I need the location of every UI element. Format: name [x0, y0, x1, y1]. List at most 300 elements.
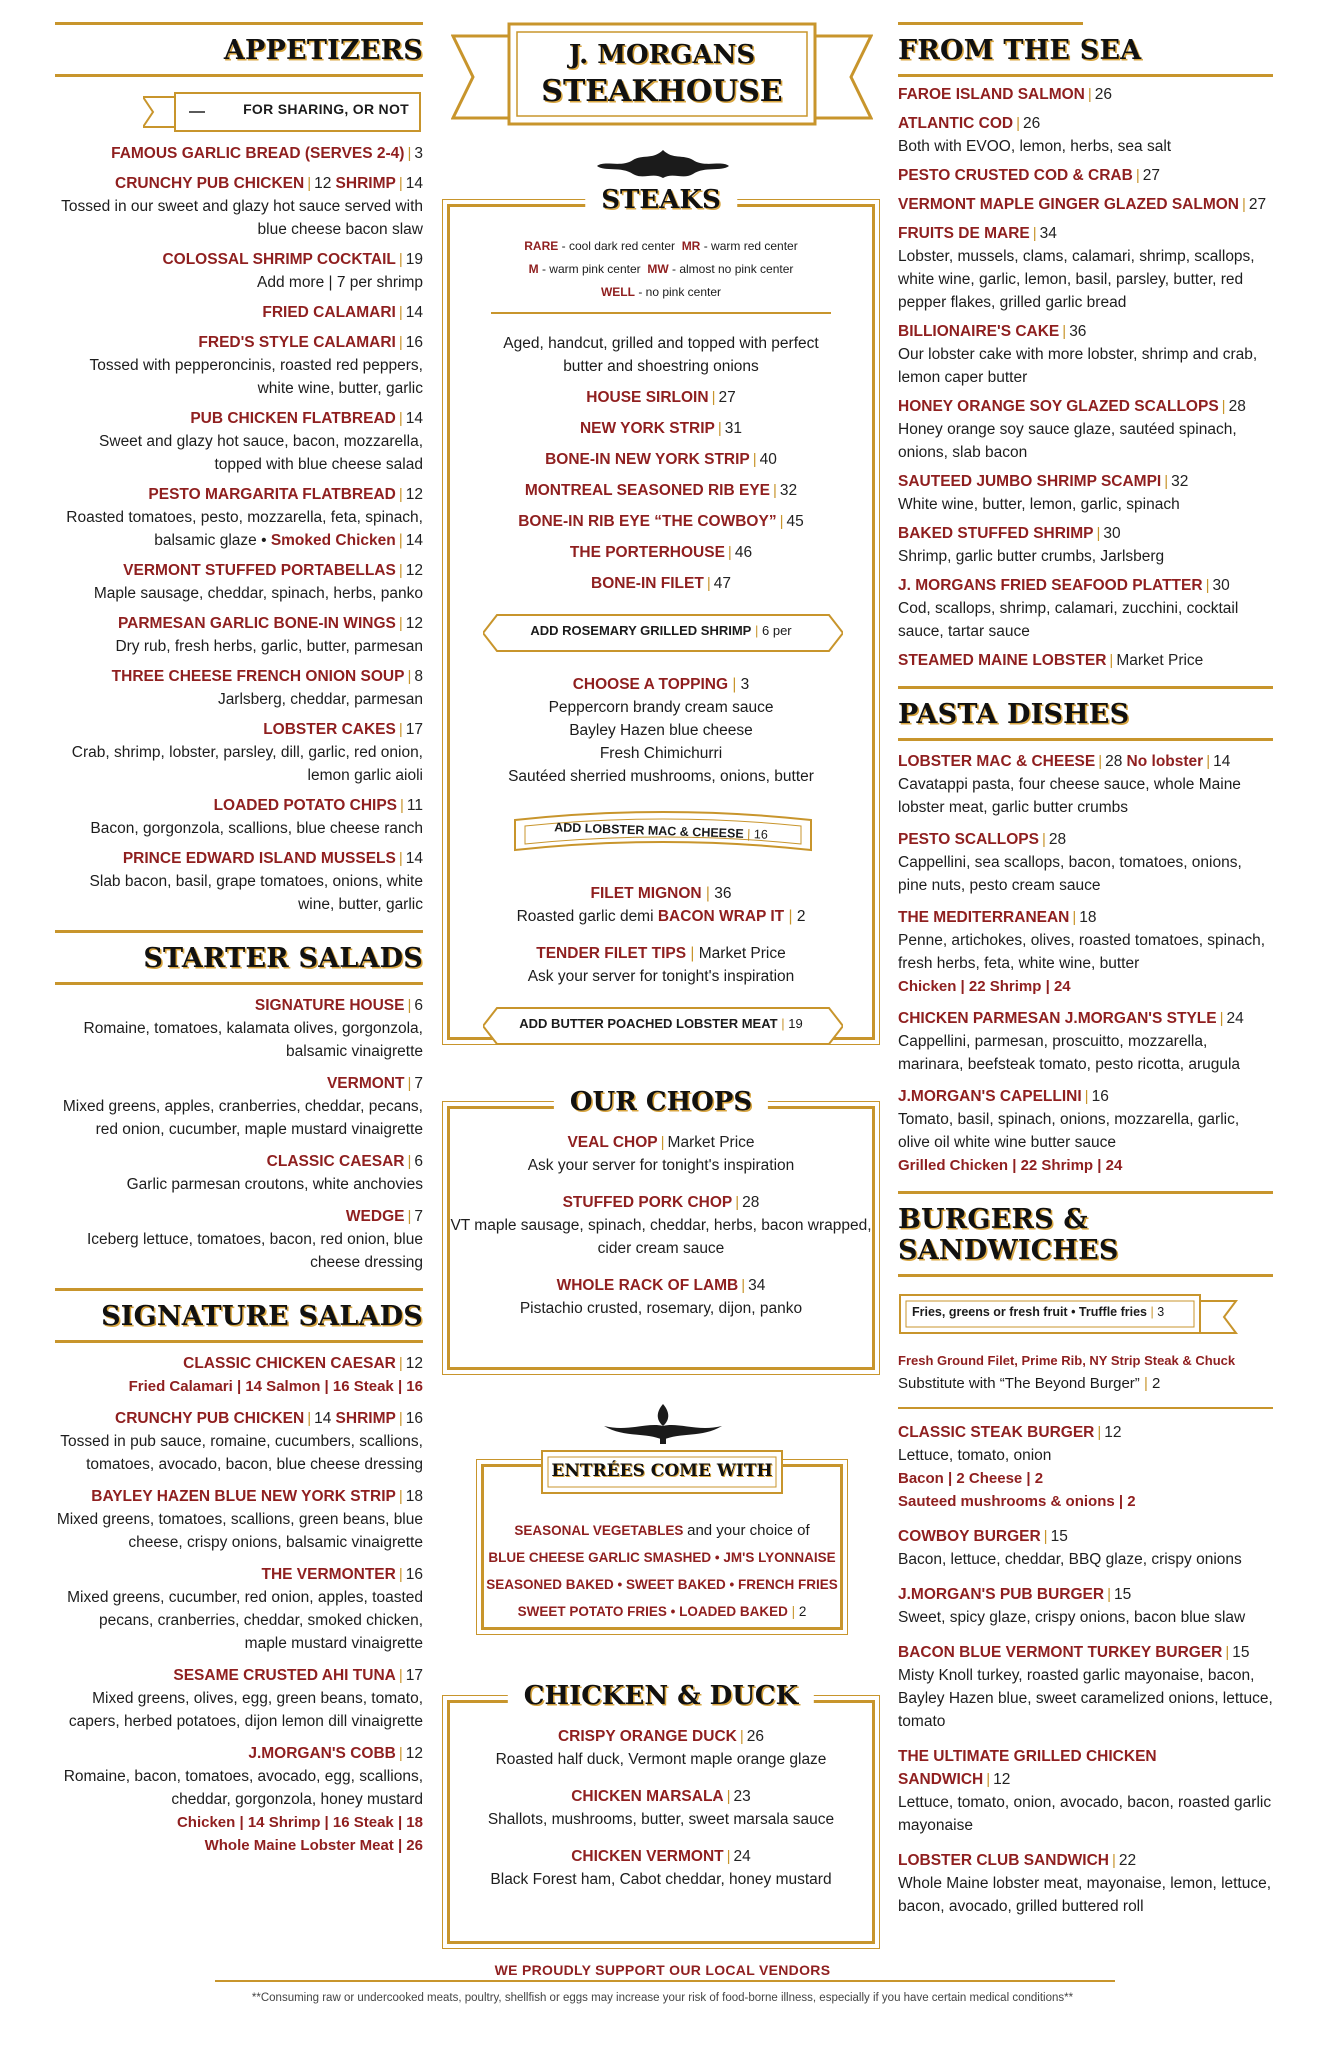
menu-item-header [898, 320, 1273, 343]
menu-item-desc-text: Tossed in our sweet and glazy hot sauce served with blue cheese bacon slaw [61, 198, 423, 238]
menu-item-header [55, 1352, 423, 1375]
menu-item [898, 395, 1273, 464]
menu-item-name: SESAME CRUSTED AHI TUNA [173, 1667, 396, 1684]
menu-item-name: J.MORGAN'S CAPELLINI [898, 1088, 1082, 1105]
fleur-ornament-icon [598, 1402, 728, 1446]
menu-item-price: 16 [405, 334, 423, 351]
menu-item-price: 27 [1248, 196, 1267, 213]
menu-item-description [898, 343, 1273, 389]
menu-item [898, 750, 1273, 819]
divider [898, 22, 1083, 25]
steak-item [450, 541, 872, 564]
price-separator: | [660, 1134, 665, 1151]
menu-item-desc-text: Tossed in pub sauce, romaine, cucumbers, scallions, tomatoes, avocado, bacon, blue cheese dressing [60, 1433, 423, 1473]
menu-item-desc-text: Maple sausage, cheddar, spinach, herbs, panko [93, 585, 423, 602]
menu-item [450, 1725, 872, 1771]
temp-m: M [528, 262, 539, 276]
menu-item-desc-text: Ask your server for tonight's inspiration [527, 1157, 795, 1174]
entrees-title-banner [540, 1449, 784, 1495]
price-separator: | [711, 389, 716, 406]
price-separator: | [717, 420, 722, 437]
menu-item-price: 12 [405, 615, 423, 632]
menu-item-price: 14 [405, 304, 423, 321]
price-separator: | [986, 1771, 991, 1788]
topping-option: Peppercorn brandy cream sauce [548, 699, 774, 716]
menu-item-header [450, 1131, 872, 1154]
price-separator: | [1087, 86, 1092, 103]
menu-item-desc-text: Cod, scallops, shrimp, calamari, zucchini, cocktail sauce, tartar sauce [898, 600, 1239, 640]
left-column [55, 0, 423, 1857]
menu-item-price: 24 [733, 1848, 751, 1865]
fries-ribbon: Fries, greens or fresh fruit • Truffle fries | 3 [898, 1291, 1273, 1339]
price-separator: | [735, 1194, 740, 1211]
menu-item-name: VERMONT [326, 1075, 405, 1092]
menu-item-header [450, 1845, 872, 1868]
menu-item-price: 15 [1113, 1586, 1132, 1603]
steak-name: THE PORTERHOUSE [569, 544, 725, 561]
divider [898, 1407, 1273, 1409]
menu-item-price: 26 [1094, 86, 1113, 103]
menu-item [55, 1072, 423, 1141]
menu-item-header [898, 470, 1273, 493]
price-separator: | [398, 175, 403, 192]
menu-item-desc-text: Shrimp, garlic butter crumbs, Jarlsberg [898, 548, 1165, 565]
menu-item-header [898, 222, 1273, 245]
menu-item-desc-text: Bacon, lettuce, cheddar, BBQ glaze, crispy onions [898, 1551, 1242, 1568]
menu-item-name: VERMONT STUFFED PORTABELLAS [123, 562, 396, 579]
lobster-mac-price: 16 [753, 827, 769, 842]
starter-salads-title: STARTER SALADS [143, 943, 423, 974]
menu-item [55, 718, 423, 787]
filet-desc: Roasted garlic demi [516, 908, 654, 925]
menu-item-description [55, 354, 423, 400]
menu-item [55, 1563, 423, 1655]
price-separator: | [398, 1355, 403, 1372]
menu-item-header [55, 847, 423, 870]
menu-item-name: SIGNATURE HOUSE [254, 997, 405, 1014]
menu-item-description [898, 851, 1273, 897]
menu-item [898, 1085, 1273, 1177]
menu-item-header [55, 794, 423, 817]
menu-item-description [55, 1228, 423, 1274]
menu-item-name: PRINCE EDWARD ISLAND MUSSELS [122, 850, 396, 867]
menu-item-desc-text: Both with EVOO, lemon, herbs, sea salt [898, 138, 1172, 155]
filet-block: FILET MIGNON | 36 Roasted garlic demi BACON WRAP IT | 2 [516, 885, 806, 925]
menu-item-description [450, 1868, 872, 1891]
menu-item-desc-text: Pistachio crusted, rosemary, dijon, panko [519, 1300, 803, 1317]
tips-name: TENDER FILET TIPS [536, 945, 687, 962]
menu-item-price: 28 [1048, 831, 1067, 848]
menu-item-price: 11 [406, 797, 423, 814]
menu-item-price: 12 [405, 562, 423, 579]
menu-item [898, 1007, 1273, 1076]
entrees-line2: BLUE CHEESE GARLIC SMASHED • JM'S LYONNAISE [488, 1550, 836, 1565]
entrees-line1a: SEASONAL VEGETABLES [514, 1523, 684, 1538]
menu-item-extra-price: 14 [405, 532, 423, 549]
price-separator: | [752, 451, 757, 468]
divider [898, 74, 1273, 77]
menu-item [55, 1664, 423, 1733]
chops-list [450, 1131, 872, 1320]
menu-item [450, 1785, 872, 1831]
steak-item [450, 448, 872, 471]
menu-item-description [450, 1748, 872, 1771]
fries-ribbon-label: Fries, greens or fresh fruit • Truffle fries [912, 1305, 1147, 1319]
price-separator: | [1072, 909, 1077, 926]
fries-ribbon-price: 3 [1157, 1305, 1165, 1319]
price-separator: | [398, 850, 403, 867]
menu-item-price: 8 [414, 668, 423, 685]
menu-item-header [55, 994, 423, 1017]
menu-item-description [450, 1297, 872, 1320]
steak-name: HOUSE SIRLOIN [586, 389, 709, 406]
menu-item-price: 7 [414, 1208, 423, 1225]
menu-item-name: CLASSIC STEAK BURGER [898, 1424, 1095, 1441]
menu-item-name: FAROE ISLAND SALMON [898, 86, 1085, 103]
menu-item-desc-text: Add more | 7 per shrimp [257, 274, 423, 291]
price-separator: | [398, 1745, 403, 1762]
menu-item [55, 1407, 423, 1476]
menu-item-name: LOBSTER CLUB SANDWICH [898, 1852, 1109, 1869]
menu-item [55, 172, 423, 241]
price-separator: | [726, 1848, 731, 1865]
steak-price: 45 [786, 513, 804, 530]
menu-item-price: 18 [405, 1488, 423, 1505]
menu-item-price: 36 [1069, 323, 1087, 340]
menu-item-header [55, 172, 423, 195]
temp-well-desc: - no pink center [638, 285, 722, 299]
menu-item-desc-text: Dry rub, fresh herbs, garlic, butter, parmesan [115, 638, 423, 655]
menu-item [898, 1641, 1273, 1733]
pasta-list [898, 750, 1273, 1177]
menu-item [55, 331, 423, 400]
menu-item-addons: Whole Maine Lobster Meat | 26 [204, 1837, 423, 1854]
menu-item-name-alt: SHRIMP [335, 175, 396, 192]
menu-item-description [898, 245, 1273, 314]
menu-item-description [898, 597, 1273, 643]
menu-item-desc-text: Slab bacon, basil, grape tomatoes, onions, white wine, butter, garlic [89, 873, 423, 913]
menu-item-name: HONEY ORANGE SOY GLAZED SCALLOPS [898, 398, 1219, 415]
menu-item [55, 665, 423, 711]
price-separator: | [726, 1788, 731, 1805]
menu-item-header [450, 1274, 872, 1297]
menu-item-price: 12 [405, 486, 423, 503]
price-separator: | [407, 997, 412, 1014]
price-separator: | [727, 544, 732, 561]
steak-item [450, 572, 872, 595]
menu-item [898, 1525, 1273, 1571]
menu-item [55, 1485, 423, 1554]
steak-name: BONE-IN FILET [591, 575, 704, 592]
menu-item-header [55, 718, 423, 741]
menu-item-desc-text: Tossed with pepperoncinis, roasted red peppers, white wine, butter, garlic [89, 357, 423, 397]
price-separator: | [1109, 652, 1114, 669]
price-separator: | [1097, 1424, 1102, 1441]
menu-item-header [55, 301, 423, 324]
menu-item-desc-text: Penne, artichokes, olives, roasted tomatoes, spinach, fresh herbs, feta, white wine, butter [898, 932, 1266, 972]
steak-price: 40 [759, 451, 777, 468]
menu-item-price: 3 [414, 145, 423, 162]
price-separator: | [1043, 1528, 1048, 1545]
menu-item-description [898, 493, 1273, 516]
menu-item [898, 164, 1273, 187]
price-separator: | [1135, 167, 1140, 184]
sea-list [898, 83, 1273, 672]
menu-item-price: 34 [748, 1277, 766, 1294]
menu-item-header [55, 142, 423, 165]
menu-item-price: 17 [405, 721, 423, 738]
menu-item [55, 1742, 423, 1857]
sharing-ribbon [55, 89, 423, 135]
steak-price: 32 [779, 482, 798, 499]
footer-support: WE PROUDLY SUPPORT OUR LOCAL VENDORS [494, 1962, 831, 1978]
menu-item-header [55, 1485, 423, 1508]
price-separator: | [407, 1208, 412, 1225]
menu-item-desc-text: Misty Knoll turkey, roasted garlic mayonaise, bacon, Bayley Hazen blue, sweet caramelized onions, lettuce, tomato [898, 1667, 1273, 1730]
price-separator: | [706, 575, 711, 592]
steaks-box [447, 185, 875, 1040]
menu-item-price: 6 [414, 997, 423, 1014]
entrees-title: ENTRÉES COME WITH [551, 1461, 773, 1481]
menu-item-desc-text: Cappellini, sea scallops, bacon, tomatoes, onions, pine nuts, pesto cream sauce [898, 854, 1242, 894]
menu-item-header [898, 1421, 1273, 1444]
footer-disclaimer: **Consuming raw or undercooked meats, poultry, shellfish or eggs may increase your risk of food-borne illness, especially if you have certain medical conditions** [251, 1992, 1074, 2004]
price-separator: | [407, 1075, 412, 1092]
menu-item [898, 320, 1273, 389]
menu-item-name: CHICKEN MARSALA [571, 1788, 724, 1805]
menu-item [55, 559, 423, 605]
price-separator: | [407, 668, 412, 685]
sharing-ribbon-label: FOR SHARING, OR NOT [243, 101, 409, 117]
menu-item-desc-text: Mixed greens, olives, egg, green beans, tomato, capers, herbed potatoes, dijon lemon dill vinaigrette [68, 1690, 423, 1730]
menu-item-name: J. MORGANS FRIED SEAFOOD PLATTER [898, 577, 1203, 594]
steak-price: 31 [724, 420, 743, 437]
price-separator: | [398, 410, 403, 427]
menu-item-desc-text: Lettuce, tomato, onion, avocado, bacon, roasted garlic mayonaise [898, 1794, 1272, 1834]
price-separator: | [1016, 115, 1020, 132]
menu-item-desc-text: Mixed greens, tomatoes, scallions, green beans, blue cheese, crispy onions, balsamic vinaigrette [56, 1511, 423, 1551]
price-separator: | [1206, 753, 1211, 770]
menu-item-addons: Grilled Chicken | 22 Shrimp | 24 [898, 1157, 1123, 1174]
steak-name: MONTREAL SEASONED RIB EYE [524, 482, 770, 499]
menu-item-name: PESTO CRUSTED COD & CRAB [898, 167, 1133, 184]
price-separator: | [1062, 323, 1067, 340]
temperature-guide [450, 235, 872, 304]
menu-item-name: CRISPY ORANGE DUCK [557, 1728, 737, 1745]
price-separator: | [739, 1728, 744, 1745]
menu-item-header [898, 1007, 1273, 1030]
price-separator: | [398, 721, 403, 738]
shrimp-addon-price: 6 per [762, 623, 792, 638]
menu-item-name: THE MEDITERRANEAN [898, 909, 1070, 926]
menu-item-price: 6 [414, 1153, 423, 1170]
bacon-wrap-name: BACON WRAP IT [657, 908, 785, 925]
steak-name: NEW YORK STRIP [579, 420, 715, 437]
menu-item [898, 193, 1273, 216]
price-separator: | [307, 1410, 312, 1427]
menu-item-description [55, 195, 423, 241]
menu-item-price: Market Price [667, 1134, 755, 1151]
menu-item-desc-text: Mixed greens, cucumber, red onion, apples, toasted pecans, cranberries, cheddar, smoked chicken, maple mustard vinaigrette [67, 1589, 423, 1652]
menu-item-desc-text: Black Forest ham, Cabot cheddar, honey mustard [490, 1871, 832, 1888]
menu-item-desc-text: Sweet, spicy glaze, crispy onions, bacon blue slaw [898, 1609, 1246, 1626]
menu-item-name: LOBSTER MAC & CHEESE [898, 753, 1096, 770]
menu-item-header [450, 1725, 872, 1748]
menu-item [450, 1191, 872, 1260]
menu-item-header [898, 1583, 1273, 1606]
menu-item-description [55, 817, 423, 840]
chops-title: OUR CHOPS [554, 1087, 768, 1117]
menu-item-name: VERMONT MAPLE GINGER GLAZED SALMON [898, 196, 1239, 213]
menu-item-name: PUB CHICKEN FLATBREAD [190, 410, 396, 427]
menu-item-name-alt: SHRIMP [335, 1410, 396, 1427]
price-separator: | [398, 304, 403, 321]
menu-item-header [898, 1745, 1273, 1791]
menu-item-description [898, 1872, 1273, 1918]
menu-item-description [55, 1017, 423, 1063]
menu-item-price: 14 [405, 410, 423, 427]
price-separator: | [1225, 1644, 1230, 1661]
menu-item-description [898, 929, 1273, 975]
tips-block: TENDER FILET TIPS | Market Price Ask your server for tonight's inspiration [450, 942, 872, 988]
steak-item [450, 386, 872, 409]
menu-item [55, 994, 423, 1063]
temp-rare: RARE [524, 239, 559, 253]
price-separator: | [1221, 398, 1226, 415]
menu-item-header [898, 112, 1273, 135]
price-separator: | [1098, 753, 1103, 770]
menu-item-description [450, 1154, 872, 1177]
price-separator: | [398, 615, 403, 632]
ornament-icon [593, 146, 733, 182]
menu-item-desc-text: Cappellini, parmesan, proscuitto, mozzarella, marinara, beefsteak tomato, pesto ricotta, arugula [898, 1033, 1241, 1073]
menu-item-header [55, 1072, 423, 1095]
menu-item [898, 1583, 1273, 1629]
menu-item-description [55, 582, 423, 605]
menu-item [55, 1150, 423, 1196]
entrees-box [481, 1461, 843, 1630]
menu-item [898, 112, 1273, 158]
menu-item-description [898, 1108, 1273, 1154]
menu-item-name: FRED'S STYLE CALAMARI [198, 334, 396, 351]
lobster-meat-banner: ADD BUTTER POACHED LOBSTER MEAT | 19 [450, 1006, 872, 1046]
menu-item-description [55, 1508, 423, 1554]
menu-item [55, 612, 423, 658]
menu-item [55, 407, 423, 476]
burger-note: Fresh Ground Filet, Prime Rib, NY Strip Steak & Chuck Substitute with “The Beyond Burger” | 2 [898, 1349, 1273, 1395]
menu-item-name: BACON BLUE VERMONT TURKEY BURGER [898, 1644, 1223, 1661]
burgers-list [898, 1421, 1273, 1918]
menu-item-name: THE ULTIMATE GRILLED CHICKEN SANDWICH [898, 1748, 1157, 1788]
menu-item-name: BILLIONAIRE'S CAKE [898, 323, 1060, 340]
price-separator: | [1107, 1586, 1111, 1603]
signature-salads-list [55, 1352, 423, 1857]
menu-item-name: ATLANTIC COD [898, 115, 1014, 132]
steaks-title: STEAKS [585, 185, 737, 215]
shrimp-addon-label: ADD ROSEMARY GRILLED SHRIMP [530, 623, 752, 638]
tips-price: Market Price [698, 945, 786, 962]
menu-item-name: CHICKEN PARMESAN J.MORGAN'S STYLE [898, 1010, 1217, 1027]
lobster-mac-label: ADD LOBSTER MAC & CHEESE [553, 820, 744, 841]
temp-m-desc: - warm pink center [541, 262, 641, 276]
menu-item-description [55, 635, 423, 658]
price-separator: | [773, 482, 777, 499]
menu-item-desc-text: Bacon, gorgonzola, scallions, blue cheese ranch [90, 820, 423, 837]
entrees-line1b: and your choice of [687, 1522, 810, 1539]
appetizers-title: APPETIZERS [223, 35, 423, 66]
lobster-meat-price: 19 [788, 1016, 803, 1031]
topping-option: Bayley Hazen blue cheese [569, 722, 753, 739]
footer-divider [215, 1980, 1115, 1982]
menu-item-description [898, 1548, 1273, 1571]
entrees-line4-price: 2 [798, 1604, 807, 1619]
price-separator: | [407, 145, 412, 162]
burger-note-text: Substitute with “The Beyond Burger” [898, 1375, 1140, 1392]
menu-item-price: 34 [1039, 225, 1057, 242]
price-separator: | [1096, 525, 1101, 542]
menu-item [55, 248, 423, 294]
menu-item-description [898, 1791, 1273, 1837]
menu-item-header [898, 906, 1273, 929]
menu-item-name: THREE CHEESE FRENCH ONION SOUP [111, 668, 405, 685]
menu-item-price: 12 [405, 1355, 423, 1372]
menu-item-name: CHICKEN VERMONT [571, 1848, 724, 1865]
menu-item-header [898, 164, 1273, 187]
menu-item-price: 23 [733, 1788, 751, 1805]
menu-item-price: 12 [993, 1771, 1011, 1788]
menu-item-header [55, 559, 423, 582]
menu-item-name: J.MORGAN'S COBB [248, 1745, 396, 1762]
menu-item-desc-text: VT maple sausage, spinach, cheddar, herbs, bacon wrapped, cider cream sauce [450, 1217, 872, 1257]
steak-price: 27 [718, 389, 736, 406]
menu-item-description [55, 870, 423, 916]
menu-item-header [898, 193, 1273, 216]
temp-well: WELL [600, 285, 635, 299]
menu-item-description [55, 688, 423, 711]
menu-item-name: WHOLE RACK OF LAMB [556, 1277, 739, 1294]
menu-item [898, 828, 1273, 897]
menu-item-name: VEAL CHOP [567, 1134, 658, 1151]
menu-item-name: LOADED POTATO CHIPS [213, 797, 397, 814]
starter-salads-list [55, 994, 423, 1274]
menu-item-description [898, 773, 1273, 819]
menu-item-price: 26 [1023, 115, 1041, 132]
menu-item-header [55, 1742, 423, 1765]
menu-item-description [55, 741, 423, 787]
menu-item-price: 18 [1079, 909, 1097, 926]
menu-item-header [898, 395, 1273, 418]
steak-item [450, 479, 872, 502]
divider [898, 1274, 1273, 1277]
price-separator: | [398, 334, 403, 351]
menu-item-desc-text: Whole Maine lobster meat, mayonaise, lemon, lettuce, bacon, avocado, grilled buttered roll [898, 1875, 1272, 1915]
menu-item-addons: Sauteed mushrooms & onions | 2 [898, 1493, 1136, 1510]
chops-box [447, 1087, 875, 1370]
price-separator: | [307, 175, 312, 192]
price-separator: | [398, 1410, 403, 1427]
price-separator: | [1032, 225, 1037, 242]
menu-item-header [898, 750, 1273, 773]
menu-item-price: 28 [1105, 753, 1123, 770]
temp-mr: MR [681, 239, 701, 253]
menu-item-description [898, 545, 1273, 568]
menu-item-header [898, 522, 1273, 545]
price-separator: | [407, 1153, 412, 1170]
menu-item-price: 12 [314, 175, 332, 192]
steak-item [450, 417, 872, 440]
menu-item [898, 470, 1273, 516]
menu-item-name: PESTO MARGARITA FLATBREAD [148, 486, 396, 503]
